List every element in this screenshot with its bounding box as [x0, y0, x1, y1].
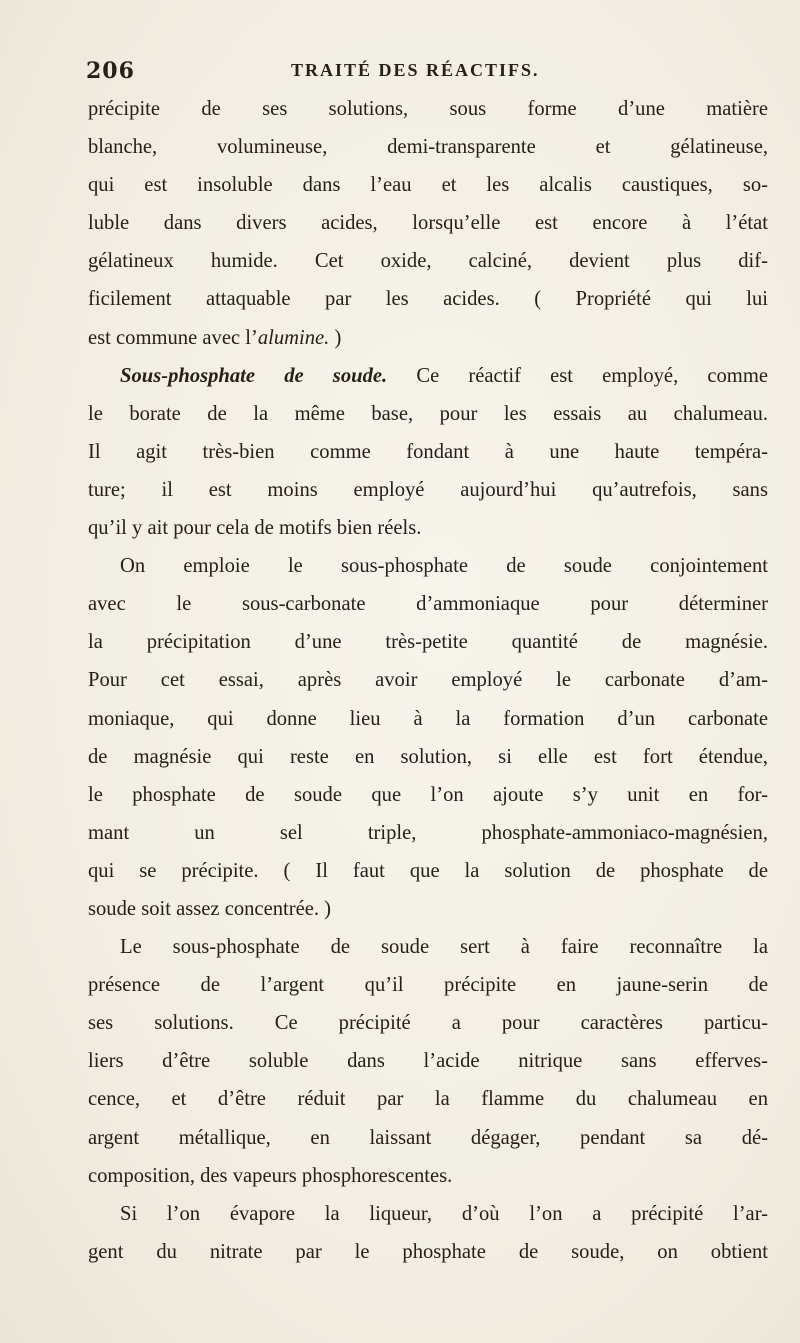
text-segment: blanche, volumineuse, demi-transparente et gélatineuse, [88, 136, 768, 159]
text-segment: précipite de ses solutions, sous forme d’une matière [88, 98, 768, 120]
text-segment: liers d’être soluble dans l’acide nitrique sans efferves- [88, 1050, 768, 1073]
text-line [88, 90, 768, 128]
text-segment: luble dans divers acides, lorsqu’elle est encore à l’état [88, 212, 768, 235]
text-line [88, 1080, 768, 1118]
text-line [88, 738, 768, 776]
text-line [88, 585, 768, 623]
text-segment: Sous-phosphate de soude. [120, 364, 388, 387]
text-segment: gélatineux humide. Cet oxide, calciné, devient plus dif- [88, 250, 768, 273]
text-segment: Ce réactif est employé, comme [387, 364, 768, 387]
text-segment: le phosphate de soude que l’on ajoute s’y unit en for- [88, 783, 768, 806]
text-line [88, 852, 768, 890]
text-line [88, 433, 768, 471]
text-segment: le borate de la même base, pour les essais au chalumeau. [88, 402, 768, 425]
text-segment: la précipitation d’une très-petite quantité de magnésie. [88, 631, 768, 654]
text-line [88, 1157, 768, 1195]
text-line [88, 814, 768, 852]
text-segment: présence de l’argent qu’il précipite en jaune-serin de [88, 974, 768, 997]
text-line [88, 471, 768, 509]
text-segment: Le sous-phosphate de soude sert à faire reconnaître la [120, 936, 768, 959]
text-segment: alumine. [257, 326, 330, 349]
text-line [88, 928, 768, 966]
text-segment: Si l’on évapore la liqueur, d’où l’on a précipité l’ar- [120, 1202, 768, 1225]
text-segment: Il agit très-bien comme fondant à une haute tempéra- [88, 440, 768, 463]
text-line [88, 166, 768, 204]
text-line [88, 623, 768, 661]
text-line [88, 357, 768, 395]
text-segment: cence, et d’être réduit par la flamme du chalumeau en [88, 1088, 768, 1111]
text-segment: ficilement attaquable par les acides. ( Propriété qui lui [88, 288, 768, 311]
text-line [88, 661, 768, 699]
text-line [88, 547, 768, 585]
text-segment: On emploie le sous-phosphate de soude conjointement [120, 555, 768, 578]
text-segment: qui est insoluble dans l’eau et les alcalis caustiques, so- [88, 174, 768, 197]
text-line [88, 890, 768, 928]
text-line [88, 700, 768, 738]
text-line [88, 1233, 768, 1271]
text-segment: Pour cet essai, après avoir employé le carbonate d’am- [88, 669, 768, 692]
text-line [88, 280, 768, 318]
text-segment: ses solutions. Ce précipité a pour caractères particu- [88, 1012, 768, 1035]
text-line [88, 1195, 768, 1233]
text-segment: avec le sous-carbonate d’ammoniaque pour déterminer [88, 593, 768, 616]
text-line [88, 509, 768, 547]
body-text [88, 90, 768, 1271]
text-line [88, 1119, 768, 1157]
text-segment: soude soit assez concentrée. ) [88, 897, 332, 920]
text-segment: ) [329, 326, 342, 349]
running-title: TRAITÉ DES RÉACTIFS. [291, 60, 540, 80]
text-segment: gent du nitrate par le phosphate de soude, on obtient [88, 1240, 768, 1263]
text-line [88, 319, 768, 357]
text-segment: est commune avec l’ [88, 326, 258, 349]
text-line [88, 776, 768, 814]
text-segment: argent métallique, en laissant dégager, pendant sa dé- [88, 1126, 768, 1149]
text-line [88, 1004, 768, 1042]
text-segment: mant un sel triple, phosphate-ammoniaco-magnésien, [88, 821, 768, 844]
text-segment: qu’il y ait pour cela de motifs bien réels. [88, 517, 422, 540]
text-line [88, 1042, 768, 1080]
text-line [88, 128, 768, 166]
running-head [86, 58, 766, 90]
text-line [88, 395, 768, 433]
page-number: 206 [86, 58, 135, 84]
text-segment: moniaque, qui donne lieu à la formation d’un carbonate [88, 707, 768, 730]
text-segment: de magnésie qui reste en solution, si elle est fort étendue, [88, 745, 768, 768]
text-line [88, 242, 768, 280]
text-segment: composition, des vapeurs phosphorescentes. [88, 1164, 453, 1187]
text-line [88, 204, 768, 242]
text-segment: ture; il est moins employé aujourd’hui qu’autrefois, sans [88, 478, 768, 501]
text-line [88, 966, 768, 1004]
text-segment: qui se précipite. ( Il faut que la solution de phosphate de [88, 859, 768, 882]
